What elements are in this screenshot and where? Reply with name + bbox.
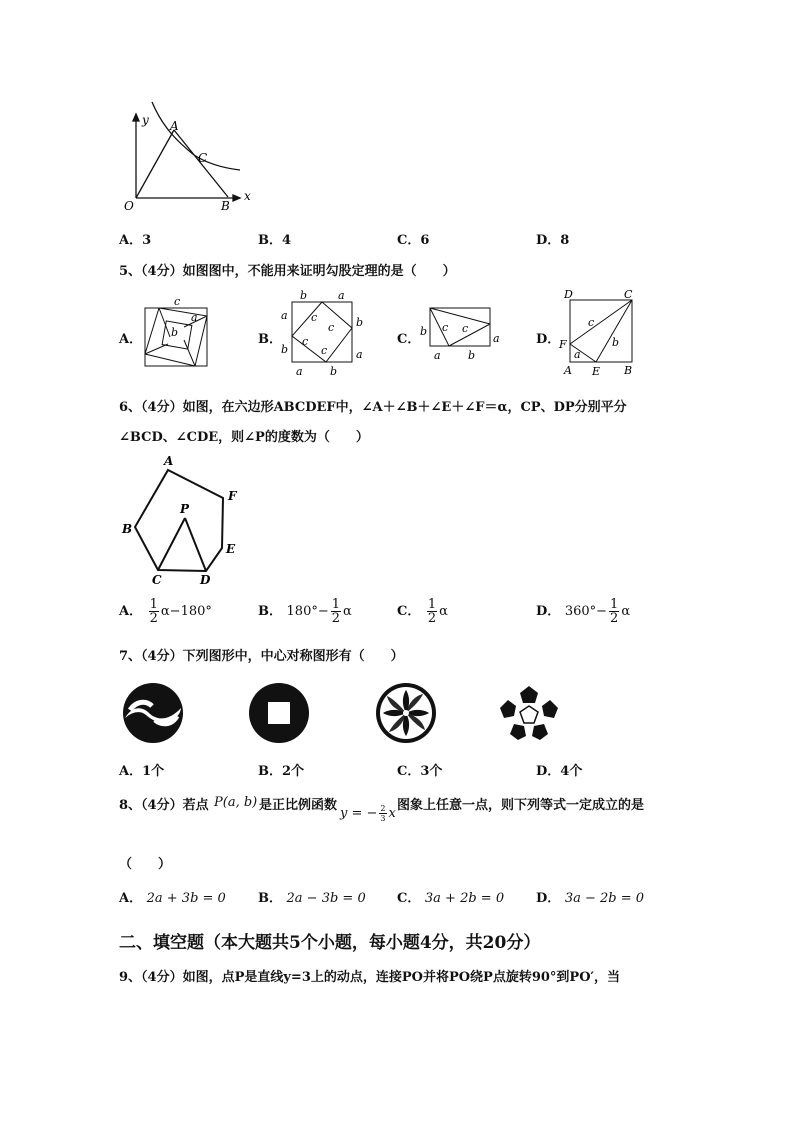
q6-a-num: 1 <box>149 597 158 612</box>
q5-figure-d[interactable] <box>556 286 640 380</box>
q5b-label-b-left: b <box>281 343 289 356</box>
q6-a-den: 2 <box>149 611 158 626</box>
q4-option-c[interactable]: C．6 <box>397 233 430 248</box>
q5a-label-a: a <box>191 311 198 324</box>
q5-option-c-letter[interactable]: C． <box>397 332 421 347</box>
q7-option-a[interactable]: A．1个 <box>119 764 165 779</box>
q7-option-b[interactable]: B．2个 <box>258 764 305 779</box>
q6-option-a[interactable] <box>119 598 212 625</box>
q8-option-d-eq: 3a − 2b = 0 <box>564 891 645 906</box>
q8-option-c[interactable] <box>397 887 504 906</box>
q6-d-den: 2 <box>610 611 619 626</box>
q8-option-b-letter: B． <box>258 891 282 906</box>
q7-shape-yinyang-icon[interactable] <box>122 682 184 744</box>
q5c-label-c1: c <box>442 321 449 334</box>
q8-point: P(a, b) <box>214 795 258 810</box>
q8-function <box>340 804 396 823</box>
q8-paren: （ ） <box>119 857 172 872</box>
q6-label-P: P <box>180 502 190 516</box>
q5d-label-F: F <box>559 338 567 351</box>
q8-func-y: y = − <box>340 806 378 821</box>
q8-func-num: 2 <box>380 804 386 813</box>
q5-option-a-letter[interactable]: A． <box>119 332 143 347</box>
q6-option-b-letter: B． <box>258 604 282 619</box>
q5d-label-a: a <box>574 348 581 361</box>
q5-option-b-letter[interactable]: B． <box>258 332 282 347</box>
q4-label-c: C <box>198 151 208 165</box>
q7-option-d[interactable]: D．4个 <box>536 764 583 779</box>
q6-label-F: F <box>228 489 237 503</box>
q5b-label-c4: c <box>321 344 328 357</box>
q5-figure-a[interactable] <box>140 292 212 370</box>
q6-label-B: B <box>122 522 133 536</box>
q7-shape-coin-icon[interactable] <box>248 682 310 744</box>
q5b-label-c2: c <box>328 321 335 334</box>
q8-stem-a: 8、（4分）若点 <box>119 798 209 813</box>
q6-option-c-letter: C． <box>397 604 421 619</box>
q5d-label-A: A <box>564 364 572 377</box>
q6-stem-line2: ∠BCD、∠CDE，则∠P的度数为（ ） <box>119 430 369 445</box>
q8-option-d-letter: D． <box>536 891 561 906</box>
q5c-label-b-left: b <box>420 325 428 338</box>
q7-option-c[interactable]: C．3个 <box>397 764 443 779</box>
q8-option-c-letter: C． <box>397 891 421 906</box>
q5b-label-a-left: a <box>281 309 288 322</box>
q5-figure-c[interactable] <box>416 300 506 366</box>
q5d-label-c: c <box>588 316 595 329</box>
q4-label-o: O <box>124 199 134 212</box>
q8-option-b-eq: 2a − 3b = 0 <box>286 891 366 906</box>
q6-hexagon-figure <box>118 450 258 590</box>
q6-c-tail: α <box>439 604 448 619</box>
q5a-label-b: b <box>171 326 179 339</box>
q6-b-den: 2 <box>331 611 341 626</box>
q5d-label-b: b <box>612 336 620 349</box>
q5c-label-a-bottom: a <box>434 349 441 362</box>
q4-label-a: A <box>170 119 179 133</box>
q6-option-b[interactable] <box>258 598 352 625</box>
q5d-label-D: D <box>564 288 573 301</box>
q8-option-a-eq: 2a + 3b = 0 <box>146 891 226 906</box>
q6-option-c[interactable] <box>397 598 448 625</box>
q5b-label-a-right: a <box>356 348 363 361</box>
q8-func-frac <box>379 804 386 823</box>
q8-stem-b: 是正比例函数 <box>259 798 338 813</box>
q8-option-c-eq: 3a + 2b = 0 <box>424 891 505 906</box>
q5b-label-c3: c <box>302 335 309 348</box>
q5a-label-c: c <box>174 295 181 308</box>
q6-b-tail: α <box>343 604 352 619</box>
q5c-label-c2: c <box>462 322 469 335</box>
q5-option-d-letter[interactable]: D． <box>536 332 561 347</box>
q5b-label-b-top: b <box>300 289 308 302</box>
q5d-label-C: C <box>624 288 633 301</box>
q4-option-d[interactable]: D．8 <box>536 233 570 248</box>
q6-option-d-letter: D． <box>536 604 561 619</box>
q8-func-den: 3 <box>380 814 386 823</box>
q4-graph-figure <box>118 100 258 212</box>
q5c-label-a-right: a <box>493 332 500 345</box>
q6-d-tail: α <box>621 604 631 619</box>
q6-c-num: 1 <box>427 597 437 612</box>
q6-d-num: 1 <box>610 597 619 612</box>
q7-shape-flower-icon[interactable] <box>375 682 437 744</box>
q9-stem: 9、（4分）如图，点P是直线y=3上的动点，连接PO并将PO绕P点旋转90°到PO′，当 <box>119 970 620 985</box>
q8-option-b[interactable] <box>258 887 366 906</box>
q8-func-x: x <box>388 806 396 821</box>
q5b-label-c1: c <box>311 311 318 324</box>
q6-b-num: 1 <box>331 597 341 612</box>
q4-label-b: B <box>221 199 230 212</box>
q8-option-d[interactable] <box>536 887 644 906</box>
q4-label-x: x <box>244 189 251 203</box>
q5b-label-b-bottom: b <box>330 365 338 378</box>
q8-option-a-letter: A． <box>119 891 143 906</box>
q4-option-b[interactable]: B．4 <box>258 233 292 248</box>
q5d-label-E: E <box>592 365 601 378</box>
q6-label-A: A <box>164 454 174 468</box>
q6-a-tail: α−180° <box>160 604 212 619</box>
q5b-label-b-right: b <box>356 316 364 329</box>
q6-label-E: E <box>226 542 236 556</box>
q6-label-D: D <box>200 573 211 587</box>
q6-option-b-frac <box>331 598 341 625</box>
q7-stem: 7、（4分）下列图形中，中心对称图形有（ ） <box>119 649 404 664</box>
q6-d-head: 360°− <box>564 604 608 619</box>
q7-shape-pentagons-icon[interactable] <box>498 684 560 742</box>
q5b-label-a-bottom: a <box>296 365 303 378</box>
q4-label-y: y <box>142 113 149 127</box>
q6-c-den: 2 <box>427 611 437 626</box>
q6-label-C: C <box>152 573 162 587</box>
q6-option-a-frac <box>149 598 159 625</box>
q8-stem-c: 图象上任意一点，则下列等式一定成立的是 <box>397 798 645 813</box>
q6-option-d[interactable] <box>536 598 630 625</box>
q6-option-d-frac <box>609 598 619 625</box>
q6-b-head: 180°− <box>286 604 329 619</box>
q5b-label-a-top: a <box>338 289 345 302</box>
q8-option-a[interactable] <box>119 887 226 906</box>
q5-stem: 5、（4分）如图图中，不能用来证明勾股定理的是（ ） <box>119 264 456 279</box>
section2-title: 二、填空题（本大题共5个小题，每小题4分，共20分） <box>119 933 541 953</box>
q6-option-a-letter: A． <box>119 604 143 619</box>
q5c-label-b-bottom: b <box>468 349 476 362</box>
q4-option-a[interactable]: A．3 <box>119 233 152 248</box>
q5-figure-b[interactable] <box>278 288 368 380</box>
q6-option-c-frac <box>427 598 437 625</box>
q6-stem-line1: 6、（4分）如图，在六边形ABCDEF中，∠A＋∠B＋∠E＋∠F＝α，CP、DP分别平分 <box>119 400 627 415</box>
q5d-label-B: B <box>624 364 633 377</box>
